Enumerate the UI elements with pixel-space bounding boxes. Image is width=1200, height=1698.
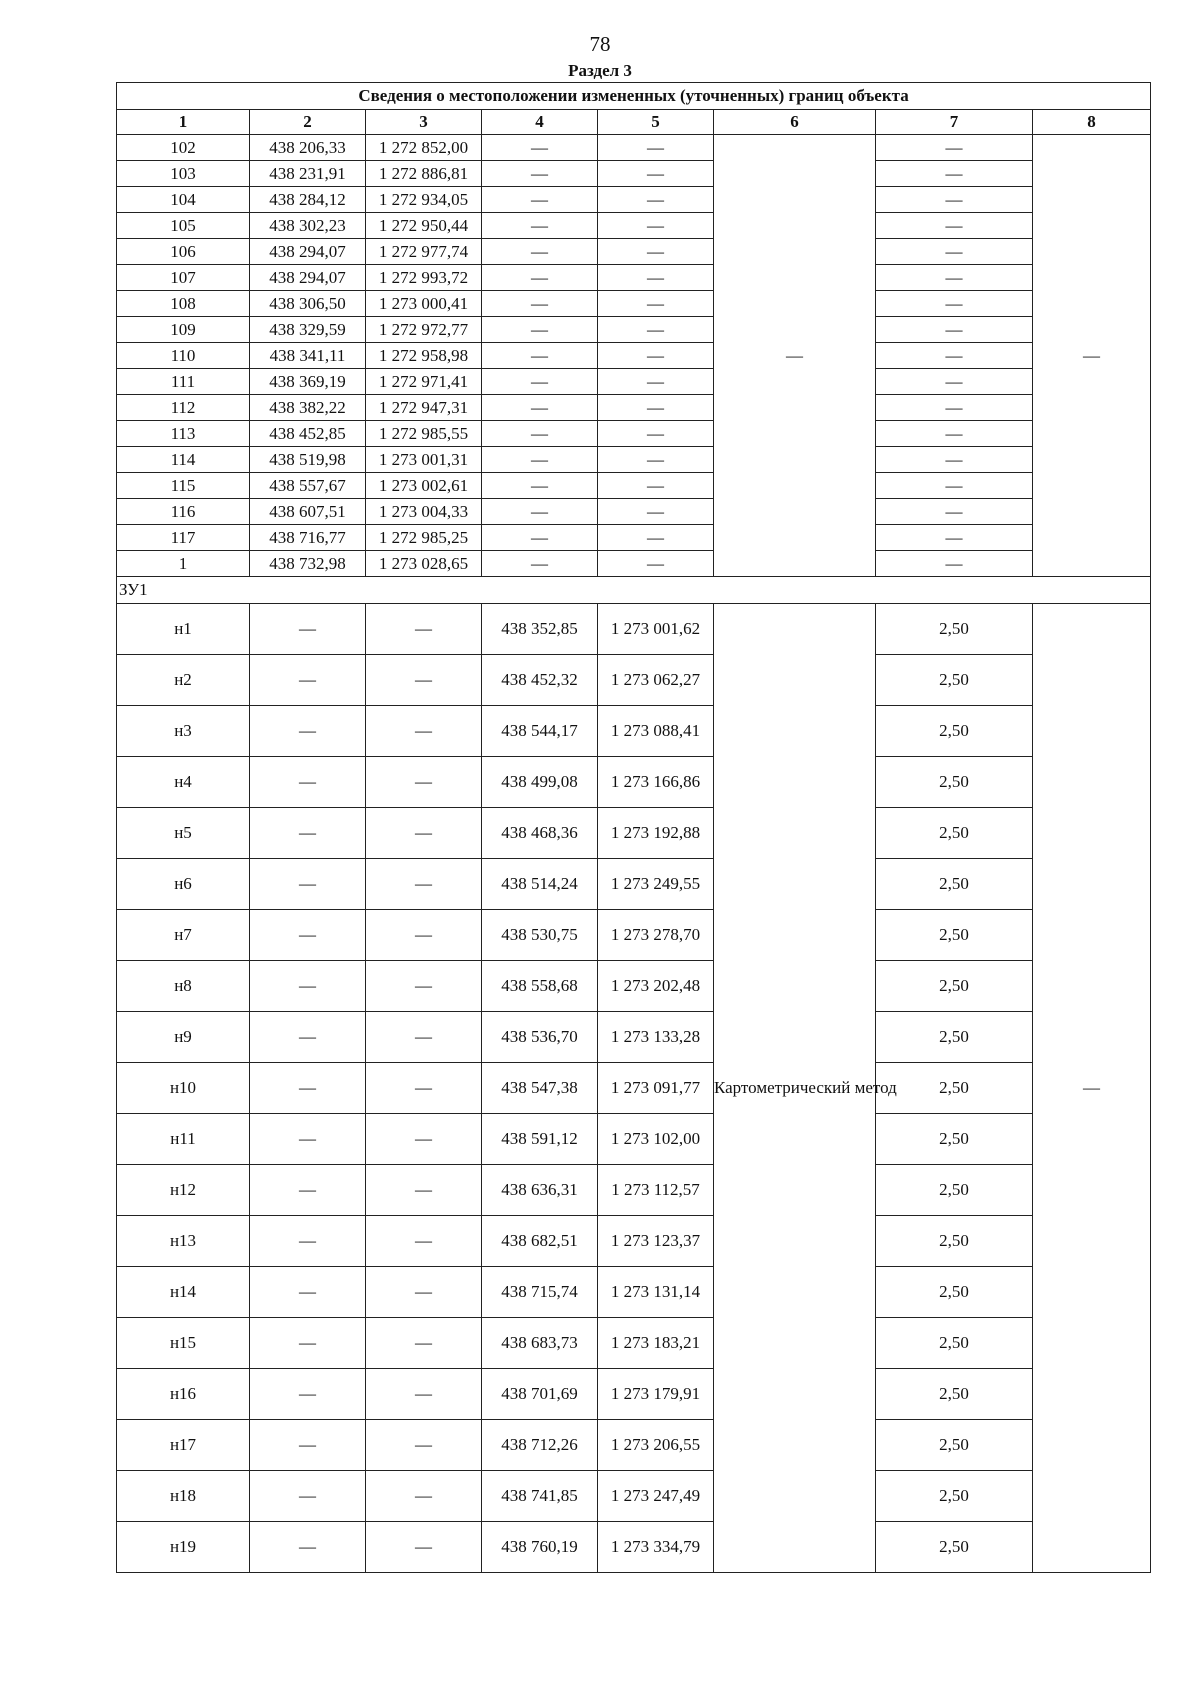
new-y: — [598, 421, 714, 447]
table-row [117, 395, 1151, 421]
new-y: — [598, 395, 714, 421]
existing-y: 1 273 028,65 [366, 551, 482, 577]
existing-y: — [366, 1267, 482, 1318]
new-x: 438 715,74 [482, 1267, 598, 1318]
table-row [117, 808, 1151, 859]
existing-y: — [366, 1012, 482, 1063]
accuracy: 2,50 [876, 604, 1033, 655]
accuracy: 2,50 [876, 1063, 1033, 1114]
point-number: н12 [117, 1165, 250, 1216]
existing-y: 1 272 972,77 [366, 317, 482, 343]
accuracy: — [876, 135, 1033, 161]
new-y: 1 273 192,88 [598, 808, 714, 859]
accuracy: 2,50 [876, 706, 1033, 757]
table-row [117, 447, 1151, 473]
column-number-row [117, 110, 1151, 135]
table-row [117, 757, 1151, 808]
table-row [117, 1216, 1151, 1267]
new-x: — [482, 291, 598, 317]
new-y: — [598, 525, 714, 551]
new-y: 1 273 247,49 [598, 1471, 714, 1522]
table-row [117, 1522, 1151, 1573]
point-number: н18 [117, 1471, 250, 1522]
point-number: н8 [117, 961, 250, 1012]
accuracy: — [876, 369, 1033, 395]
table-body [117, 83, 1151, 1573]
table-row [117, 473, 1151, 499]
new-x: 438 741,85 [482, 1471, 598, 1522]
existing-x: 438 341,11 [250, 343, 366, 369]
accuracy: — [876, 161, 1033, 187]
table-row [117, 1267, 1151, 1318]
new-y: 1 273 123,37 [598, 1216, 714, 1267]
page-number: 78 [589, 32, 611, 56]
point-number: 109 [117, 317, 250, 343]
accuracy: 2,50 [876, 1216, 1033, 1267]
accuracy: — [876, 343, 1033, 369]
existing-y: — [366, 1369, 482, 1420]
accuracy: 2,50 [876, 1369, 1033, 1420]
new-y: 1 273 334,79 [598, 1522, 714, 1573]
new-y: 1 273 166,86 [598, 757, 714, 808]
column-number: 5 [598, 110, 714, 135]
point-number: н15 [117, 1318, 250, 1369]
column-number: 6 [714, 110, 876, 135]
accuracy: — [876, 291, 1033, 317]
table-row [117, 317, 1151, 343]
existing-y: 1 272 993,72 [366, 265, 482, 291]
new-x: 438 352,85 [482, 604, 598, 655]
new-y: — [598, 265, 714, 291]
group-row [117, 577, 1151, 604]
point-number: 113 [117, 421, 250, 447]
existing-y: 1 273 002,61 [366, 473, 482, 499]
new-x: 438 683,73 [482, 1318, 598, 1369]
description-cell: — [1033, 135, 1151, 577]
table-row [117, 239, 1151, 265]
new-x: 438 536,70 [482, 1012, 598, 1063]
accuracy: — [876, 187, 1033, 213]
new-x: 438 558,68 [482, 961, 598, 1012]
accuracy: 2,50 [876, 910, 1033, 961]
point-number: 110 [117, 343, 250, 369]
table-row [117, 1318, 1151, 1369]
accuracy: 2,50 [876, 655, 1033, 706]
point-number: н1 [117, 604, 250, 655]
new-x: 438 514,24 [482, 859, 598, 910]
new-x: — [482, 239, 598, 265]
accuracy: 2,50 [876, 1114, 1033, 1165]
existing-x: 438 206,33 [250, 135, 366, 161]
existing-x: 438 306,50 [250, 291, 366, 317]
new-x: 438 468,36 [482, 808, 598, 859]
point-number: 117 [117, 525, 250, 551]
new-x: 438 682,51 [482, 1216, 598, 1267]
existing-y: — [366, 655, 482, 706]
existing-x: — [250, 655, 366, 706]
existing-y: — [366, 859, 482, 910]
existing-y: 1 272 886,81 [366, 161, 482, 187]
accuracy: 2,50 [876, 1318, 1033, 1369]
accuracy: 2,50 [876, 859, 1033, 910]
existing-x: 438 382,22 [250, 395, 366, 421]
point-number: н19 [117, 1522, 250, 1573]
existing-x: 438 732,98 [250, 551, 366, 577]
accuracy: — [876, 421, 1033, 447]
new-x: 438 701,69 [482, 1369, 598, 1420]
new-y: — [598, 551, 714, 577]
new-y: 1 273 249,55 [598, 859, 714, 910]
point-number: н5 [117, 808, 250, 859]
accuracy: 2,50 [876, 1165, 1033, 1216]
accuracy: — [876, 447, 1033, 473]
section-title: Раздел 3 [568, 61, 632, 80]
accuracy: — [876, 499, 1033, 525]
existing-y: 1 272 934,05 [366, 187, 482, 213]
new-y: 1 273 133,28 [598, 1012, 714, 1063]
point-number: н9 [117, 1012, 250, 1063]
new-x: 438 452,32 [482, 655, 598, 706]
new-x: 438 712,26 [482, 1420, 598, 1471]
point-number: 102 [117, 135, 250, 161]
table-row [117, 910, 1151, 961]
new-x: — [482, 161, 598, 187]
new-y: 1 273 112,57 [598, 1165, 714, 1216]
accuracy: 2,50 [876, 1012, 1033, 1063]
table-row [117, 265, 1151, 291]
existing-y: — [366, 1165, 482, 1216]
table-row [117, 421, 1151, 447]
new-x: 438 499,08 [482, 757, 598, 808]
existing-y: 1 272 985,55 [366, 421, 482, 447]
point-number: н3 [117, 706, 250, 757]
new-x: — [482, 395, 598, 421]
existing-x: 438 607,51 [250, 499, 366, 525]
existing-y: — [366, 1063, 482, 1114]
new-y: 1 273 278,70 [598, 910, 714, 961]
existing-x: — [250, 1216, 366, 1267]
new-x: — [482, 447, 598, 473]
accuracy: 2,50 [876, 808, 1033, 859]
table-row [117, 859, 1151, 910]
new-y: 1 273 088,41 [598, 706, 714, 757]
existing-x: — [250, 961, 366, 1012]
existing-y: — [366, 604, 482, 655]
new-x: 438 544,17 [482, 706, 598, 757]
existing-y: — [366, 706, 482, 757]
column-number: 1 [117, 110, 250, 135]
existing-x: 438 716,77 [250, 525, 366, 551]
point-number: 115 [117, 473, 250, 499]
new-y: — [598, 343, 714, 369]
new-y: 1 273 001,62 [598, 604, 714, 655]
existing-x: 438 231,91 [250, 161, 366, 187]
table-row [117, 499, 1151, 525]
accuracy: 2,50 [876, 1267, 1033, 1318]
existing-y: 1 273 000,41 [366, 291, 482, 317]
existing-x: — [250, 1420, 366, 1471]
table-row [117, 291, 1151, 317]
existing-x: 438 284,12 [250, 187, 366, 213]
point-number: н13 [117, 1216, 250, 1267]
existing-y: — [366, 1318, 482, 1369]
existing-y: 1 272 950,44 [366, 213, 482, 239]
new-y: — [598, 213, 714, 239]
new-x: — [482, 525, 598, 551]
new-y: — [598, 447, 714, 473]
table-row [117, 1420, 1151, 1471]
point-number: 114 [117, 447, 250, 473]
column-number: 7 [876, 110, 1033, 135]
table-row [117, 1012, 1151, 1063]
accuracy: — [876, 317, 1033, 343]
table-row [117, 1471, 1151, 1522]
existing-x: — [250, 1063, 366, 1114]
table-row [117, 525, 1151, 551]
table-caption: Сведения о местоположении измененных (уточненных) границ объекта [117, 83, 1151, 110]
new-x: — [482, 551, 598, 577]
point-number: н4 [117, 757, 250, 808]
new-y: 1 273 202,48 [598, 961, 714, 1012]
new-y: 1 273 102,00 [598, 1114, 714, 1165]
existing-x: — [250, 808, 366, 859]
new-x: 438 636,31 [482, 1165, 598, 1216]
existing-y: 1 273 001,31 [366, 447, 482, 473]
point-number: н7 [117, 910, 250, 961]
existing-y: — [366, 1471, 482, 1522]
existing-y: 1 272 958,98 [366, 343, 482, 369]
existing-y: 1 272 852,00 [366, 135, 482, 161]
existing-x: 438 294,07 [250, 265, 366, 291]
new-x: — [482, 135, 598, 161]
accuracy: — [876, 473, 1033, 499]
accuracy: 2,50 [876, 961, 1033, 1012]
existing-x: 438 519,98 [250, 447, 366, 473]
point-number: 105 [117, 213, 250, 239]
point-number: 112 [117, 395, 250, 421]
existing-x: 438 294,07 [250, 239, 366, 265]
point-number: н17 [117, 1420, 250, 1471]
new-x: — [482, 265, 598, 291]
new-y: — [598, 369, 714, 395]
point-number: 111 [117, 369, 250, 395]
existing-x: — [250, 1369, 366, 1420]
accuracy: — [876, 395, 1033, 421]
new-x: — [482, 421, 598, 447]
new-x: 438 547,38 [482, 1063, 598, 1114]
existing-y: — [366, 1114, 482, 1165]
existing-y: — [366, 1216, 482, 1267]
point-number: н2 [117, 655, 250, 706]
new-y: — [598, 317, 714, 343]
table-row [117, 187, 1151, 213]
existing-y: 1 272 985,25 [366, 525, 482, 551]
existing-y: 1 273 004,33 [366, 499, 482, 525]
table-row [117, 961, 1151, 1012]
table-row [117, 1165, 1151, 1216]
existing-x: 438 369,19 [250, 369, 366, 395]
new-x: 438 530,75 [482, 910, 598, 961]
existing-y: — [366, 910, 482, 961]
table-row [117, 343, 1151, 369]
table-row [117, 1114, 1151, 1165]
table-row [117, 369, 1151, 395]
table-row [117, 706, 1151, 757]
existing-x: — [250, 859, 366, 910]
point-number: 1 [117, 551, 250, 577]
new-x: — [482, 317, 598, 343]
table-row [117, 135, 1151, 161]
new-x: 438 760,19 [482, 1522, 598, 1573]
point-number: н6 [117, 859, 250, 910]
existing-y: — [366, 1420, 482, 1471]
new-x: — [482, 473, 598, 499]
accuracy: 2,50 [876, 1471, 1033, 1522]
table-row [117, 551, 1151, 577]
method-cell: — [714, 135, 876, 577]
point-number: 103 [117, 161, 250, 187]
point-number: н11 [117, 1114, 250, 1165]
table-caption-row [117, 83, 1151, 110]
new-x: 438 591,12 [482, 1114, 598, 1165]
new-y: 1 273 091,77 [598, 1063, 714, 1114]
existing-y: 1 272 947,31 [366, 395, 482, 421]
point-number: 107 [117, 265, 250, 291]
point-number: н10 [117, 1063, 250, 1114]
new-x: — [482, 499, 598, 525]
table-row [117, 213, 1151, 239]
new-x: — [482, 343, 598, 369]
column-number: 2 [250, 110, 366, 135]
new-y: 1 273 131,14 [598, 1267, 714, 1318]
existing-x: — [250, 757, 366, 808]
new-y: — [598, 187, 714, 213]
table-row [117, 161, 1151, 187]
column-number: 3 [366, 110, 482, 135]
boundary-coordinates-table [116, 82, 1151, 1573]
new-x: — [482, 213, 598, 239]
accuracy: — [876, 551, 1033, 577]
group-label: ЗУ1 [117, 577, 1151, 604]
new-y: 1 273 206,55 [598, 1420, 714, 1471]
point-number: 116 [117, 499, 250, 525]
existing-y: 1 272 977,74 [366, 239, 482, 265]
new-x: — [482, 187, 598, 213]
existing-y: — [366, 757, 482, 808]
method-cell: Картометрический метод [714, 604, 876, 1573]
accuracy: — [876, 213, 1033, 239]
existing-x: — [250, 604, 366, 655]
existing-y: 1 272 971,41 [366, 369, 482, 395]
existing-x: — [250, 1267, 366, 1318]
new-y: — [598, 473, 714, 499]
new-y: — [598, 135, 714, 161]
new-y: 1 273 179,91 [598, 1369, 714, 1420]
existing-y: — [366, 961, 482, 1012]
column-number: 4 [482, 110, 598, 135]
description-cell: — [1033, 604, 1151, 1573]
new-y: 1 273 183,21 [598, 1318, 714, 1369]
new-y: — [598, 161, 714, 187]
point-number: 106 [117, 239, 250, 265]
accuracy: 2,50 [876, 757, 1033, 808]
existing-y: — [366, 1522, 482, 1573]
existing-x: — [250, 706, 366, 757]
existing-x: 438 329,59 [250, 317, 366, 343]
existing-x: — [250, 1114, 366, 1165]
table-row [117, 1063, 1151, 1114]
existing-x: 438 452,85 [250, 421, 366, 447]
accuracy: 2,50 [876, 1522, 1033, 1573]
existing-x: 438 557,67 [250, 473, 366, 499]
point-number: 104 [117, 187, 250, 213]
new-x: — [482, 369, 598, 395]
point-number: н16 [117, 1369, 250, 1420]
existing-x: 438 302,23 [250, 213, 366, 239]
table-row [117, 1369, 1151, 1420]
accuracy: — [876, 525, 1033, 551]
new-y: — [598, 291, 714, 317]
existing-y: — [366, 808, 482, 859]
existing-x: — [250, 1471, 366, 1522]
new-y: 1 273 062,27 [598, 655, 714, 706]
table-row [117, 604, 1151, 655]
point-number: н14 [117, 1267, 250, 1318]
accuracy: — [876, 265, 1033, 291]
existing-x: — [250, 1522, 366, 1573]
accuracy: — [876, 239, 1033, 265]
existing-x: — [250, 1012, 366, 1063]
existing-x: — [250, 910, 366, 961]
accuracy: 2,50 [876, 1420, 1033, 1471]
column-number: 8 [1033, 110, 1151, 135]
table-row [117, 655, 1151, 706]
existing-x: — [250, 1165, 366, 1216]
point-number: 108 [117, 291, 250, 317]
new-y: — [598, 239, 714, 265]
new-y: — [598, 499, 714, 525]
existing-x: — [250, 1318, 366, 1369]
